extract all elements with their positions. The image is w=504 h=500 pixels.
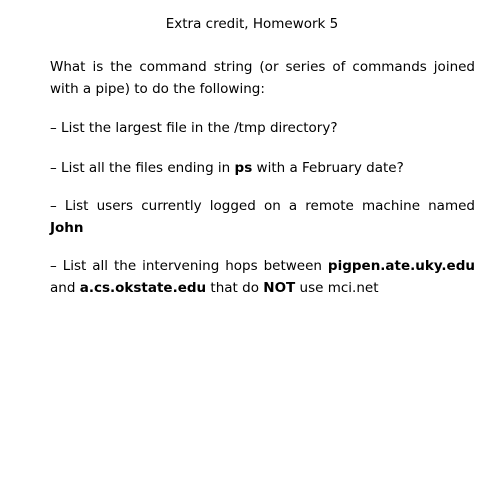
question-2-keyword: ps — [234, 160, 253, 176]
question-3 — [50, 195, 475, 239]
question-1-text: – List the largest file in the /tmp directory? — [50, 120, 338, 136]
question-4-text-mid2: that do — [206, 280, 264, 296]
question-2-text: – List all the files ending in — [50, 160, 235, 176]
question-4-text-end: use mci.net — [295, 280, 379, 296]
question-2-text-end: with a February date? — [252, 160, 404, 176]
question-1 — [50, 117, 475, 139]
question-4-host-2: a.cs.okstate.edu — [79, 280, 207, 296]
question-4 — [50, 255, 475, 299]
intro-paragraph: What is the command string (or series of commands joined with a pipe) to do the following: — [50, 59, 475, 97]
question-4-text-mid: and — [50, 280, 80, 296]
question-4-host-1: pigpen.ate.uky.edu — [327, 258, 475, 274]
question-3-text: – List users currently logged on a remote machine named — [50, 198, 475, 214]
question-4-text: – List all the intervening hops between — [50, 258, 328, 274]
page-title: Extra credit, Homework 5 — [165, 16, 339, 32]
question-4-keyword: NOT — [263, 280, 296, 296]
question-2 — [50, 157, 475, 179]
question-3-keyword: John — [50, 220, 84, 236]
